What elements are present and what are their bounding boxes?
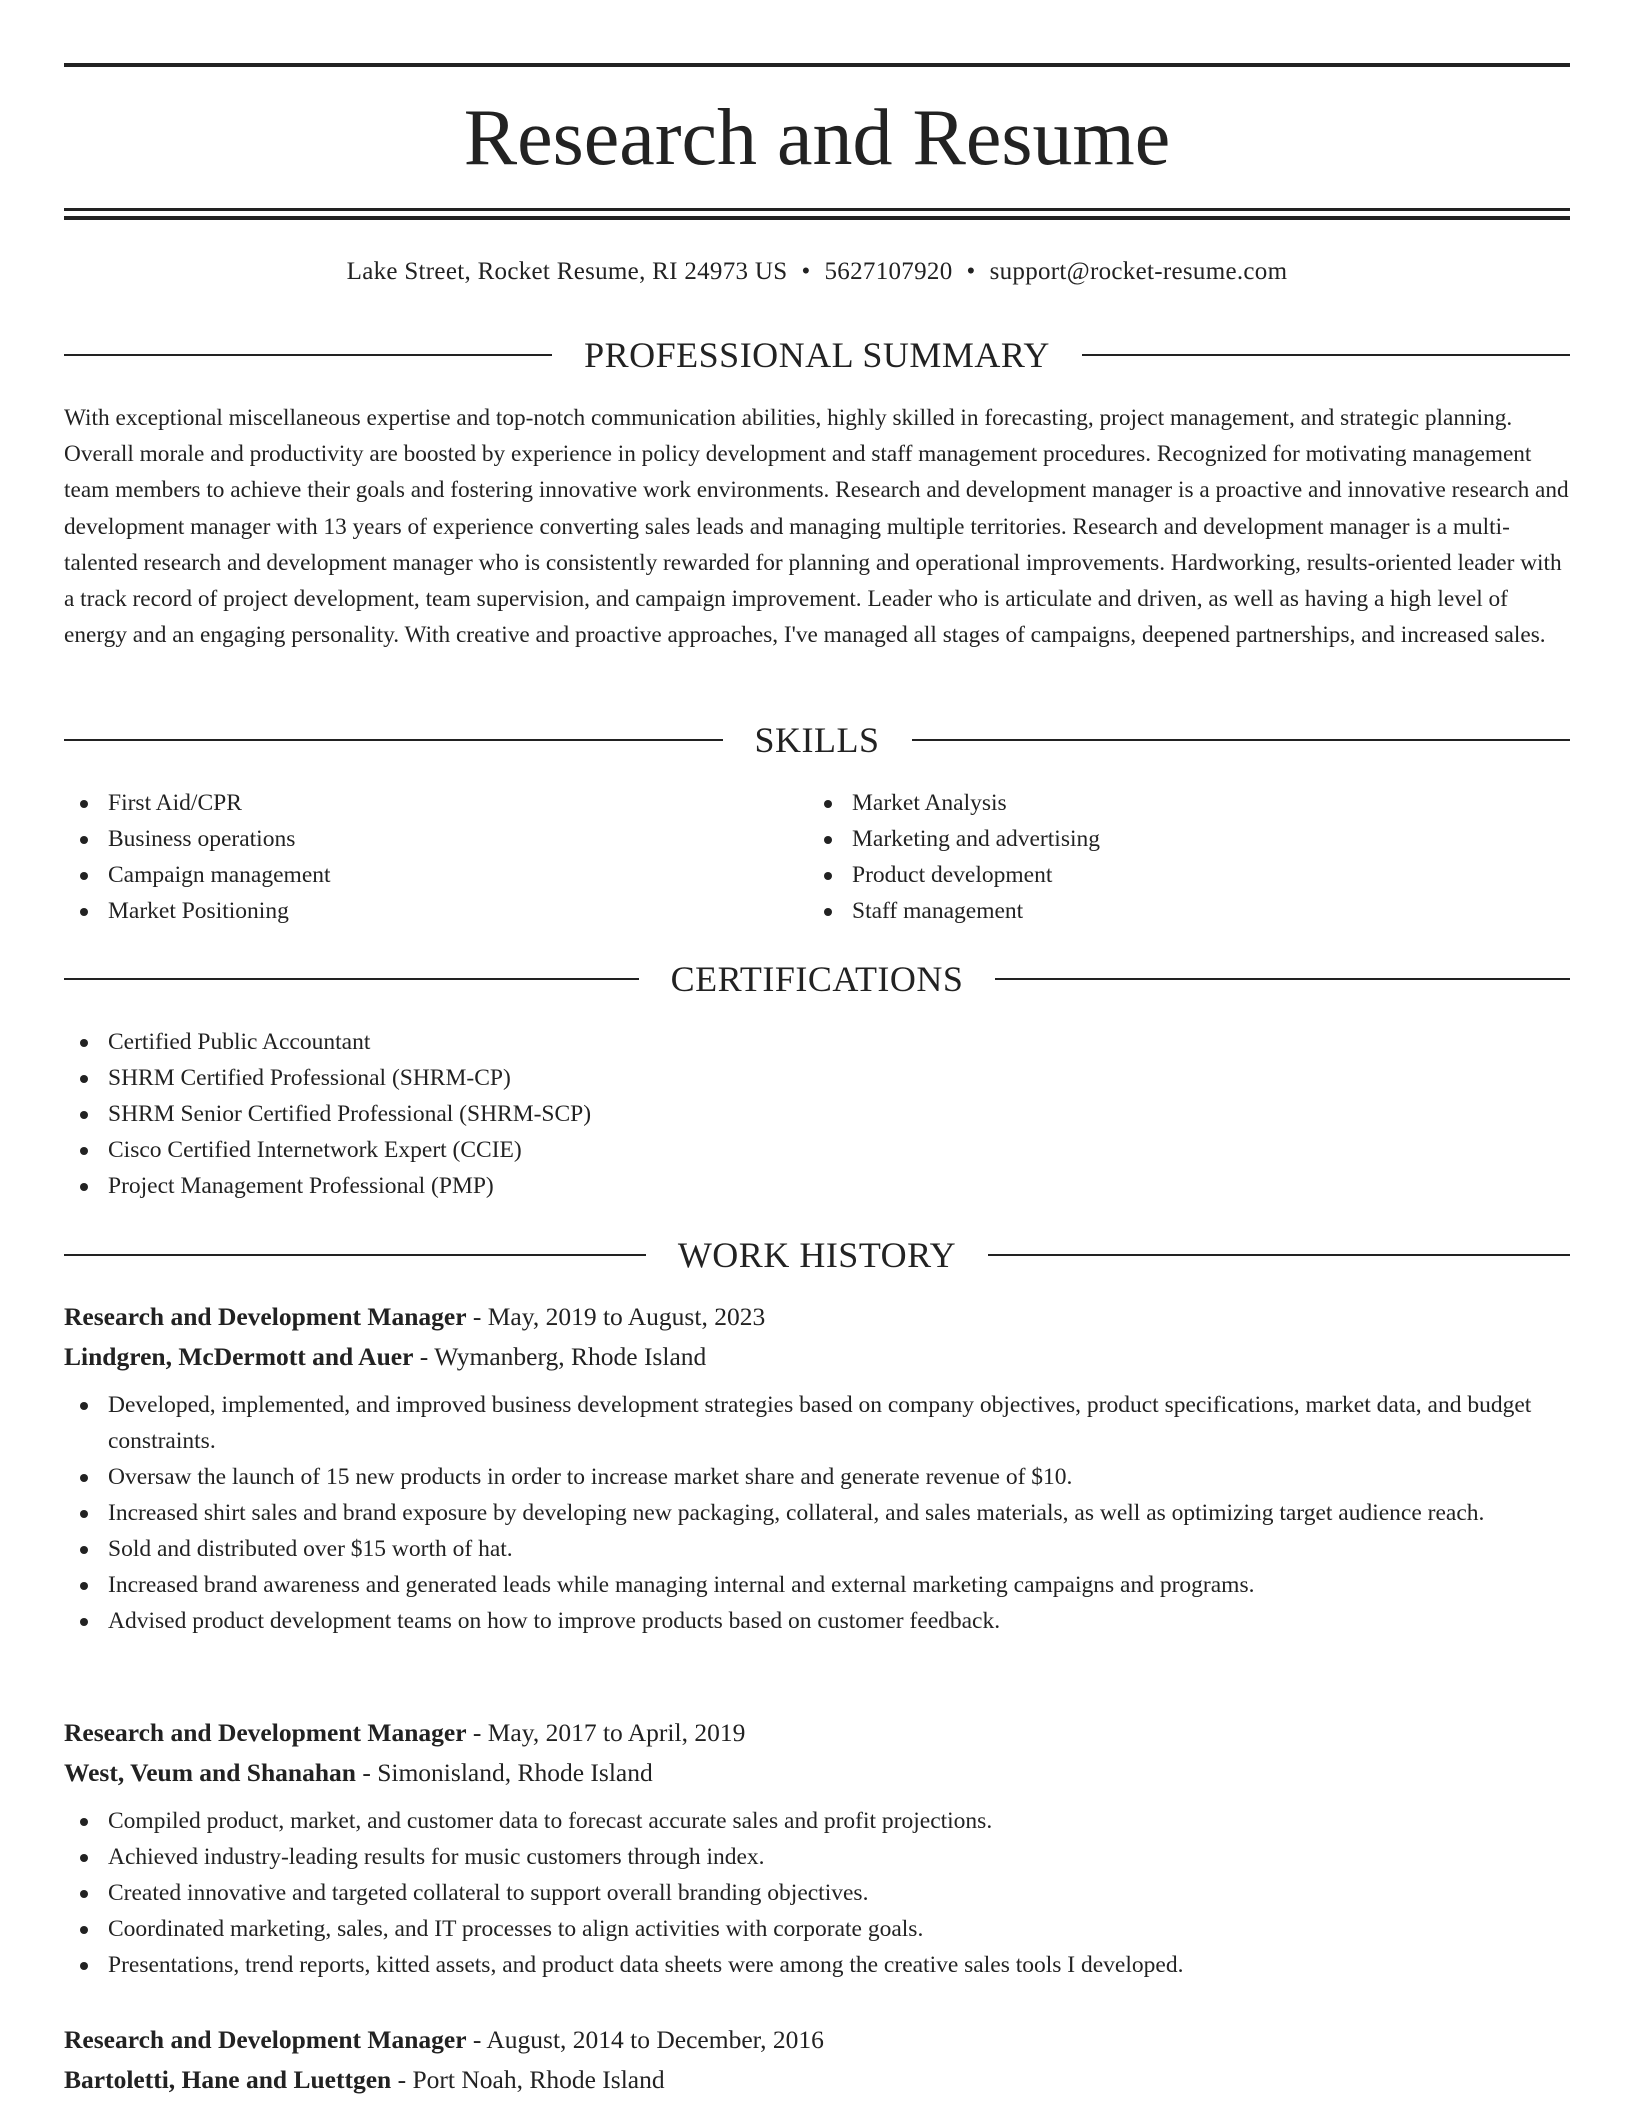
certification-item bbox=[64, 1024, 1570, 1060]
job-location: - Wymanberg, Rhode Island bbox=[419, 1342, 707, 1371]
skill-item bbox=[808, 785, 1508, 821]
bullet-icon bbox=[80, 872, 88, 880]
skill-item bbox=[64, 785, 764, 821]
certification-label: SHRM Certified Professional (SHRM-CP) bbox=[108, 1065, 511, 1091]
job-company: Lindgren, McDermott and Auer bbox=[64, 1342, 414, 1371]
bullet-icon bbox=[80, 1474, 88, 1482]
job-bullet-text: Compiled product, market, and customer data to forecast accurate sales and profit projections. bbox=[108, 1808, 993, 1834]
job-bullet bbox=[64, 1387, 1570, 1459]
bullet-icon bbox=[80, 800, 88, 808]
job-bullet bbox=[64, 1495, 1570, 1531]
bullet-icon bbox=[824, 800, 832, 808]
job-bullet-text: Developed, implemented, and improved business development strategies based on company objectives, product specifications, market data, and budget constraints. bbox=[108, 1392, 1532, 1454]
job-bullet bbox=[64, 1459, 1570, 1495]
bullet-icon bbox=[80, 1926, 88, 1934]
job-title-line bbox=[64, 1713, 1570, 1753]
job-entry bbox=[64, 1713, 1570, 1983]
contact-line bbox=[64, 256, 1570, 288]
certification-item bbox=[64, 1096, 1570, 1132]
job-company-line bbox=[64, 2060, 1570, 2100]
job-bullet-text: Oversaw the launch of 15 new products in order to increase market share and generate revenue of $10. bbox=[108, 1464, 1073, 1490]
skill-label: Business operations bbox=[108, 826, 296, 852]
job-company: West, Veum and Shanahan bbox=[64, 1758, 356, 1787]
skill-label: Staff management bbox=[852, 898, 1024, 924]
skill-item bbox=[64, 821, 764, 857]
section-header-skills bbox=[64, 718, 1570, 762]
contact-phone: 5627107920 bbox=[824, 258, 953, 285]
bullet-icon bbox=[824, 908, 832, 916]
job-bullet bbox=[64, 1875, 1570, 1911]
job-entry bbox=[64, 2020, 1570, 2100]
job-entry bbox=[64, 1297, 1570, 1639]
section-title-work-history: WORK HISTORY bbox=[677, 1235, 957, 1275]
job-bullet-text: Sold and distributed over $15 worth of hat. bbox=[108, 1536, 513, 1562]
bullet-icon bbox=[80, 1039, 88, 1047]
job-dates: - May, 2017 to April, 2019 bbox=[472, 1718, 746, 1747]
job-bullet-text: Advised product development teams on how to improve products based on customer feedback. bbox=[108, 1608, 1001, 1634]
header-bottom-rule-2 bbox=[64, 216, 1570, 220]
section-header-certifications bbox=[64, 957, 1570, 1001]
job-company: Bartoletti, Hane and Luettgen bbox=[64, 2065, 392, 2094]
job-bullet-text: Presentations, trend reports, kitted assets, and product data sheets were among the creative sales tools I developed. bbox=[108, 1952, 1184, 1978]
certification-label: SHRM Senior Certified Professional (SHRM-SCP) bbox=[108, 1101, 592, 1127]
bullet-icon bbox=[80, 1402, 88, 1410]
contact-separator: • bbox=[966, 258, 976, 285]
job-bullet bbox=[64, 1803, 1570, 1839]
skill-label: First Aid/CPR bbox=[108, 790, 242, 816]
skill-item bbox=[64, 857, 764, 893]
skill-item bbox=[808, 893, 1508, 929]
certification-label: Certified Public Accountant bbox=[108, 1029, 371, 1055]
job-role: Research and Development Manager bbox=[64, 2025, 467, 2054]
certification-item bbox=[64, 1132, 1570, 1168]
job-title-line bbox=[64, 2020, 1570, 2060]
section-title-skills: SKILLS bbox=[754, 720, 880, 760]
bullet-icon bbox=[80, 1147, 88, 1155]
skill-label: Campaign management bbox=[108, 862, 331, 888]
job-bullet bbox=[64, 1567, 1570, 1603]
job-bullet-text: Achieved industry-leading results for music customers through index. bbox=[108, 1844, 765, 1870]
job-bullets bbox=[64, 1803, 1570, 1983]
bullet-icon bbox=[80, 1183, 88, 1191]
contact-email[interactable]: support@rocket-resume.com bbox=[989, 258, 1288, 285]
contact-address: Lake Street, Rocket Resume, RI 24973 US bbox=[346, 258, 788, 285]
skill-label: Product development bbox=[852, 862, 1053, 888]
bullet-icon bbox=[80, 1075, 88, 1083]
skills-list-right bbox=[808, 785, 1508, 929]
certifications-list bbox=[64, 1024, 1570, 1204]
section-rule bbox=[64, 1254, 646, 1256]
job-bullet bbox=[64, 1603, 1570, 1639]
skill-item bbox=[808, 857, 1508, 893]
section-rule bbox=[995, 978, 1570, 980]
job-bullet-text: Coordinated marketing, sales, and IT processes to align activities with corporate goals. bbox=[108, 1916, 924, 1942]
job-location: - Port Noah, Rhode Island bbox=[397, 2065, 665, 2094]
header-top-rule bbox=[64, 63, 1570, 67]
job-bullet bbox=[64, 1911, 1570, 1947]
bullet-icon bbox=[80, 1111, 88, 1119]
certification-label: Project Management Professional (PMP) bbox=[108, 1173, 494, 1199]
section-title-summary: PROFESSIONAL SUMMARY bbox=[584, 335, 1050, 375]
job-bullet bbox=[64, 1947, 1570, 1983]
certification-item bbox=[64, 1168, 1570, 1204]
summary-text: With exceptional miscellaneous expertise and top-notch communication abilities, highly skilled in forecasting, project management, and strategic planning. Overall morale and productivity are boosted by experience in policy development and staff management procedures. Recognized for motivating management team members to achieve their goals and fostering innovative work environments. Research and development manager is a proactive and innovative research and development manager with 13 years of experience converting sales leads and managing multiple territories. Research and development manager is a multi-talented research and development manager who is consistently rewarded for planning and operational improvements. Hardworking, results-oriented leader with a track record of project development, team supervision, and campaign improvement. Leader who is articulate and driven, as well as having a high level of energy and an engaging personality. With creative and proactive approaches, I've managed all stages of campaigns, deepened partnerships, and increased sales. bbox=[64, 405, 1569, 649]
section-rule bbox=[1082, 354, 1570, 356]
section-rule bbox=[912, 739, 1571, 741]
skill-item bbox=[808, 821, 1508, 857]
bullet-icon bbox=[80, 1618, 88, 1626]
job-dates: - May, 2019 to August, 2023 bbox=[472, 1302, 766, 1331]
skill-label: Market Positioning bbox=[108, 898, 289, 924]
job-bullets bbox=[64, 1387, 1570, 1639]
section-header-summary bbox=[64, 333, 1570, 377]
bullet-icon bbox=[80, 1546, 88, 1554]
bullet-icon bbox=[80, 908, 88, 916]
bullet-icon bbox=[80, 836, 88, 844]
skill-label: Marketing and advertising bbox=[852, 826, 1100, 852]
job-bullet-text: Created innovative and targeted collateral to support overall branding objectives. bbox=[108, 1880, 869, 1906]
job-bullet bbox=[64, 1531, 1570, 1567]
job-title-line bbox=[64, 1297, 1570, 1337]
bullet-icon bbox=[824, 836, 832, 844]
job-bullet-text: Increased shirt sales and brand exposure by developing new packaging, collateral, and sales materials, as well as optimizing target audience reach. bbox=[108, 1500, 1485, 1526]
contact-separator: • bbox=[801, 258, 811, 285]
bullet-icon bbox=[80, 1890, 88, 1898]
section-rule bbox=[988, 1254, 1570, 1256]
job-company-line bbox=[64, 1753, 1570, 1793]
skills-list-left bbox=[64, 785, 764, 929]
job-bullet bbox=[64, 1839, 1570, 1875]
resume-name: Research and Resume bbox=[463, 94, 1171, 182]
certification-item bbox=[64, 1060, 1570, 1096]
bullet-icon bbox=[824, 872, 832, 880]
section-header-work-history bbox=[64, 1233, 1570, 1277]
job-bullet-text: Increased brand awareness and generated leads while managing internal and external marketing campaigns and programs. bbox=[108, 1572, 1255, 1598]
section-rule bbox=[64, 354, 552, 356]
job-role: Research and Development Manager bbox=[64, 1302, 467, 1331]
skill-item bbox=[64, 893, 764, 929]
header-bottom-rule bbox=[64, 208, 1570, 211]
job-location: - Simonisland, Rhode Island bbox=[362, 1758, 653, 1787]
job-company-line bbox=[64, 1337, 1570, 1377]
bullet-icon bbox=[80, 1510, 88, 1518]
certification-label: Cisco Certified Internetwork Expert (CCIE) bbox=[108, 1137, 522, 1163]
bullet-icon bbox=[80, 1962, 88, 1970]
skill-label: Market Analysis bbox=[852, 790, 1007, 816]
job-role: Research and Development Manager bbox=[64, 1718, 467, 1747]
section-title-certifications: CERTIFICATIONS bbox=[670, 959, 964, 999]
bullet-icon bbox=[80, 1818, 88, 1826]
bullet-icon bbox=[80, 1854, 88, 1862]
section-rule bbox=[64, 978, 639, 980]
bullet-icon bbox=[80, 1582, 88, 1590]
job-dates: - August, 2014 to December, 2016 bbox=[472, 2025, 824, 2054]
section-rule bbox=[64, 739, 723, 741]
